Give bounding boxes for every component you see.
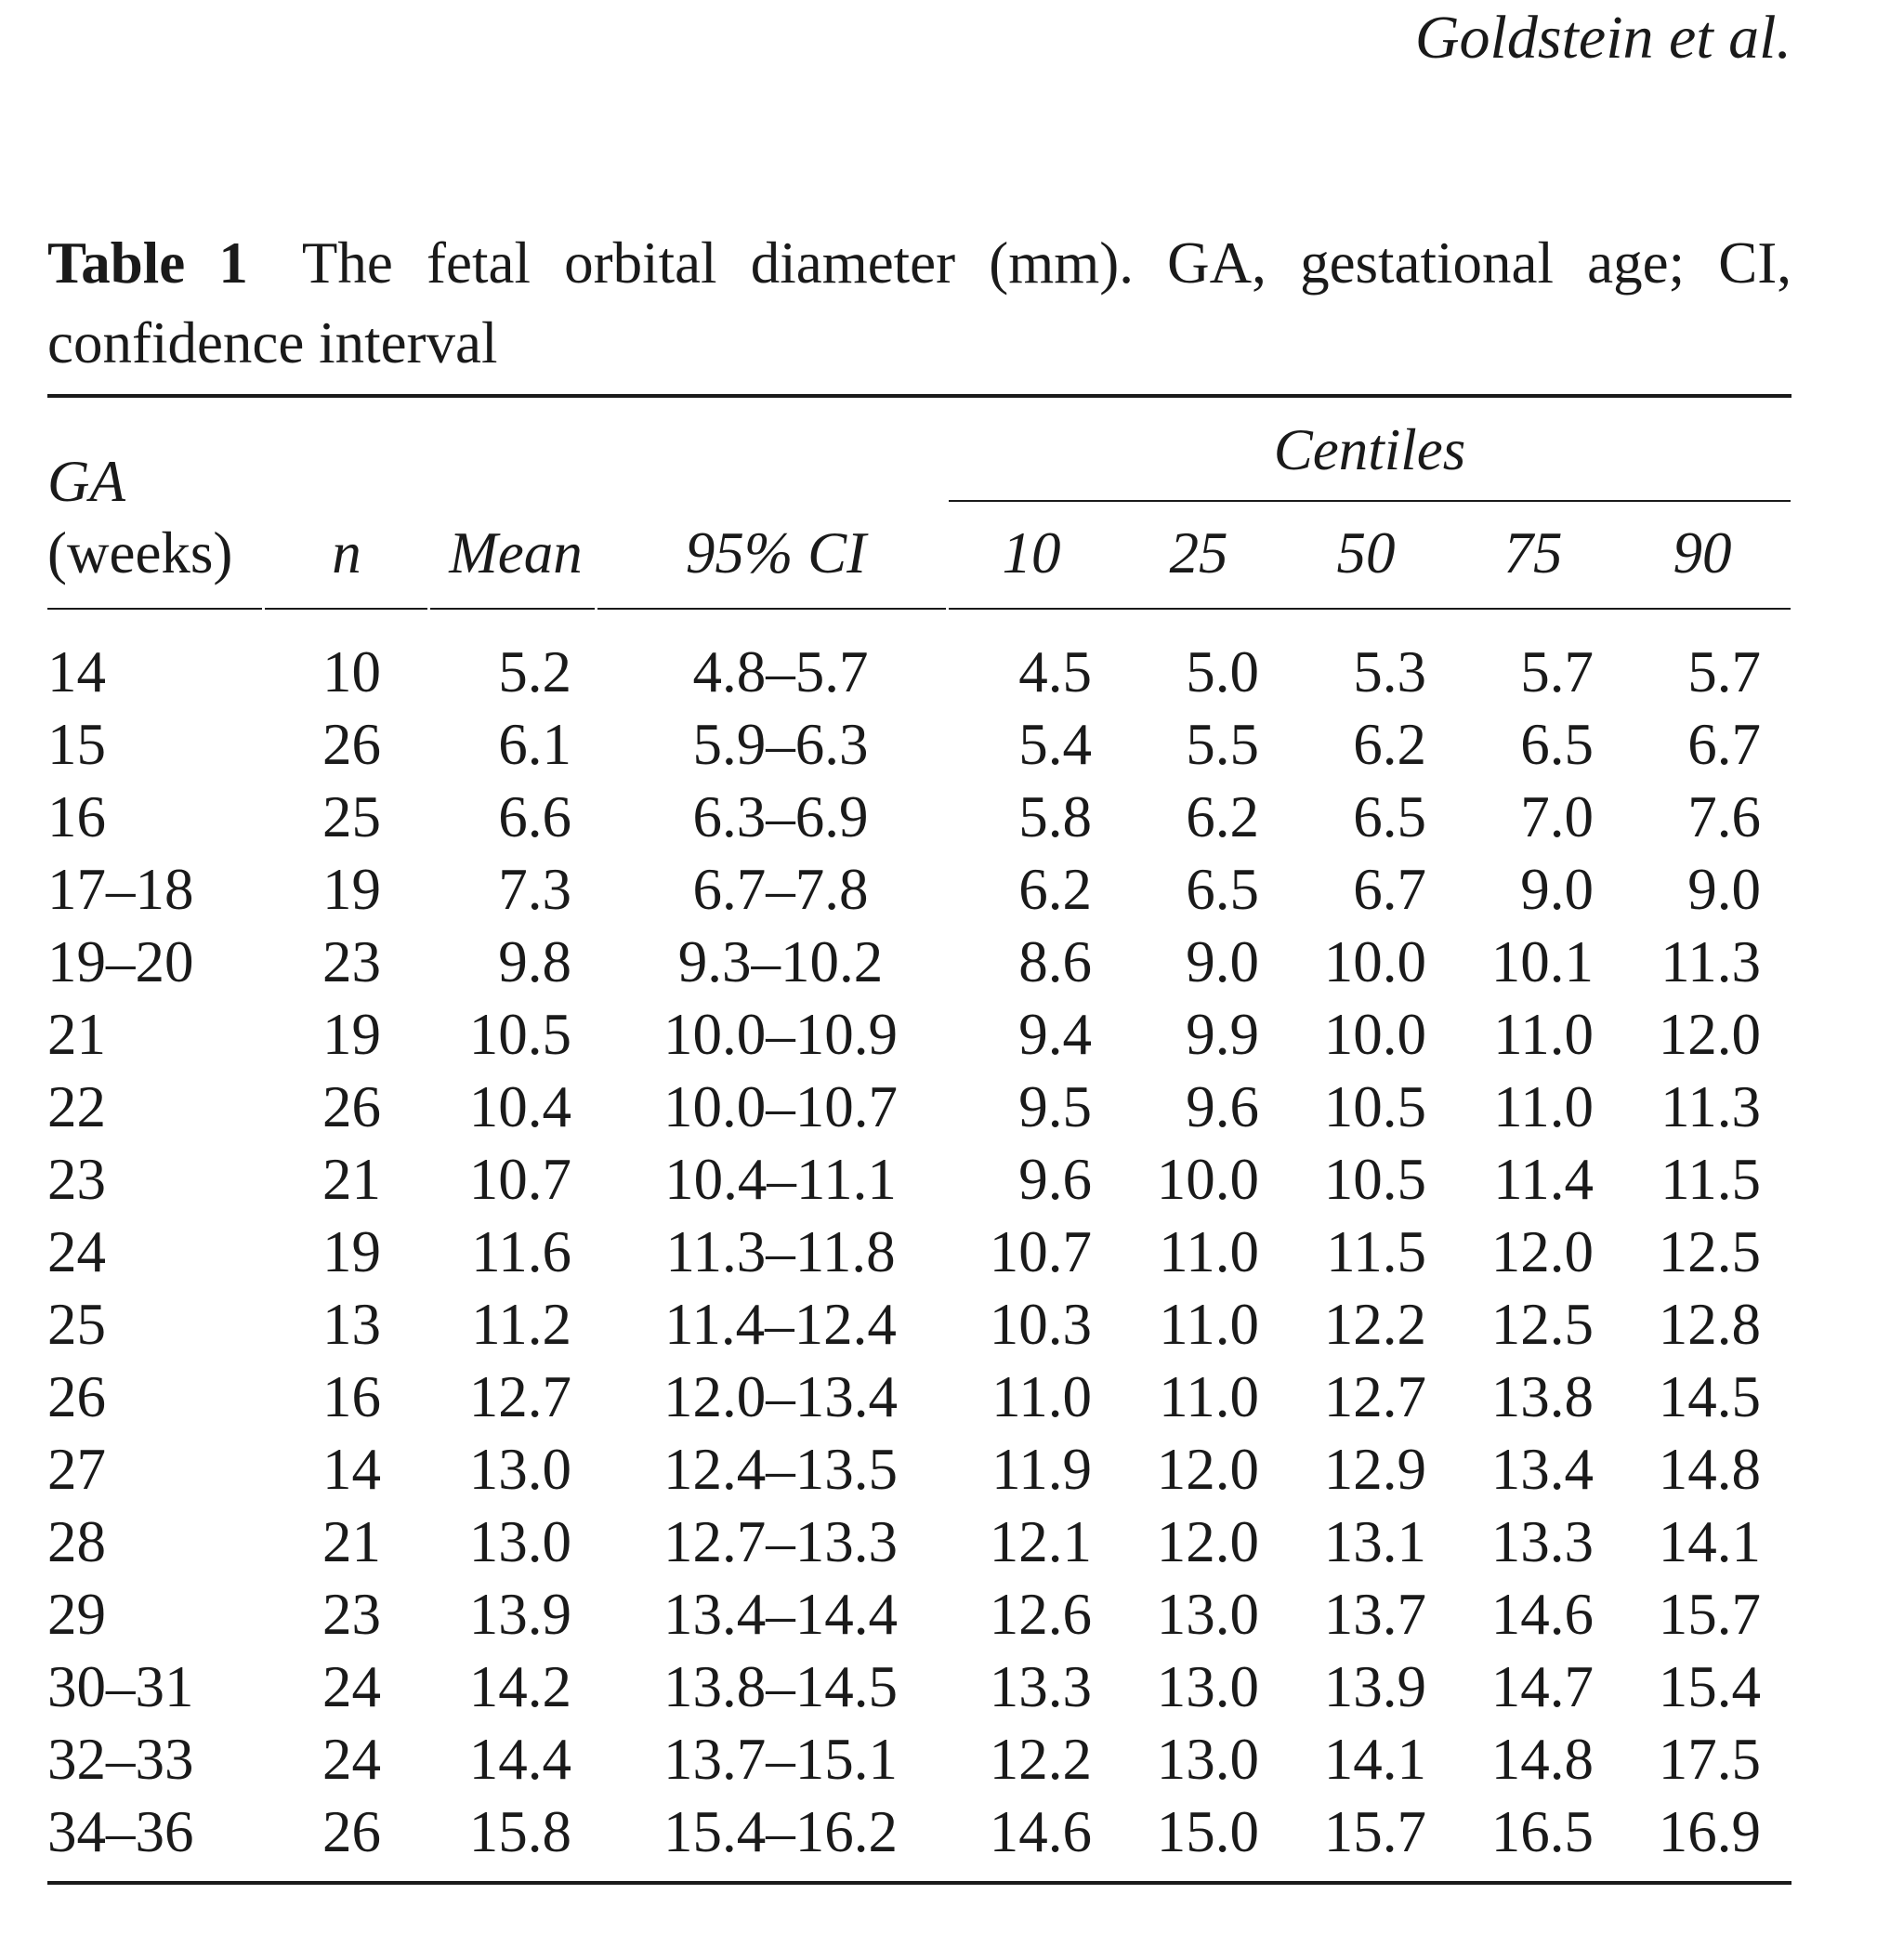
cell-c50: 12.7	[1323, 1364, 1426, 1429]
cell-c90: 17.5	[1658, 1727, 1761, 1792]
cell-ci: 4.8–5.7	[692, 639, 869, 704]
cell-c50: 12.9	[1323, 1437, 1426, 1502]
cell-c25: 10.0	[1156, 1147, 1259, 1212]
cell-ga: 22	[47, 1074, 106, 1139]
cell-n: 21	[322, 1509, 381, 1574]
cell-c75: 14.6	[1490, 1582, 1594, 1647]
cell-c75: 7.0	[1520, 784, 1594, 849]
cell-c75: 13.4	[1490, 1437, 1594, 1502]
cell-c10: 9.6	[1018, 1147, 1092, 1212]
cell-ci: 9.3–10.2	[677, 929, 884, 994]
cell-mean: 15.8	[468, 1799, 571, 1864]
cell-ci: 10.0–10.7	[663, 1074, 898, 1139]
cell-c25: 12.0	[1156, 1509, 1259, 1574]
table-bottom-rule	[47, 1881, 1791, 1885]
cell-c10: 12.1	[989, 1509, 1092, 1574]
cell-n: 26	[322, 712, 381, 777]
cell-c75: 11.4	[1493, 1147, 1594, 1212]
cell-ga: 34–36	[47, 1799, 194, 1864]
cell-c50: 10.5	[1323, 1074, 1426, 1139]
cell-ga: 15	[47, 712, 106, 777]
cell-c90: 12.5	[1658, 1219, 1761, 1284]
cell-ci: 6.7–7.8	[692, 857, 869, 922]
caption-text: The fetal orbital diameter (mm). GA, gestational age; CI, confidence interval	[47, 230, 1791, 375]
cell-c75: 13.3	[1490, 1509, 1594, 1574]
cell-n: 14	[322, 1437, 381, 1502]
header-ga-unit: (weeks)	[47, 520, 233, 585]
cell-c10: 5.4	[1018, 712, 1092, 777]
cell-n: 21	[322, 1147, 381, 1212]
cell-c25: 9.9	[1186, 1002, 1259, 1067]
cell-c10: 12.6	[989, 1582, 1092, 1647]
cell-ci: 12.0–13.4	[663, 1364, 898, 1429]
cell-c10: 8.6	[1018, 929, 1092, 994]
cell-c10: 13.3	[989, 1654, 1092, 1719]
cell-c25: 15.0	[1156, 1799, 1259, 1864]
cell-mean: 6.1	[498, 712, 571, 777]
header-n: n	[332, 520, 361, 585]
running-head: Goldstein et al.	[1414, 4, 1791, 72]
cell-c50: 14.1	[1323, 1727, 1426, 1792]
cell-c25: 12.0	[1156, 1437, 1259, 1502]
cell-ga: 28	[47, 1509, 106, 1574]
cell-c50: 15.7	[1323, 1799, 1426, 1864]
cell-mean: 5.2	[498, 639, 571, 704]
table-caption	[47, 223, 1791, 383]
cell-c90: 5.7	[1687, 639, 1761, 704]
cell-c25: 11.0	[1159, 1292, 1259, 1357]
cell-c50: 13.9	[1323, 1654, 1426, 1719]
cell-mean: 14.4	[468, 1727, 571, 1792]
cell-c10: 12.2	[989, 1727, 1092, 1792]
header-centile-90: 90	[1673, 520, 1732, 585]
header-ci: 95% CI	[685, 520, 867, 585]
cell-c90: 14.1	[1658, 1509, 1761, 1574]
cell-c50: 10.5	[1323, 1147, 1426, 1212]
cell-c25: 9.6	[1186, 1074, 1259, 1139]
cell-mean: 13.0	[468, 1509, 571, 1574]
cell-c75: 12.5	[1490, 1292, 1594, 1357]
cell-ci: 11.4–12.4	[664, 1292, 897, 1357]
cell-mean: 11.2	[471, 1292, 571, 1357]
cell-c25: 13.0	[1156, 1582, 1259, 1647]
cell-ci: 13.4–14.4	[663, 1582, 898, 1647]
cell-c25: 9.0	[1186, 929, 1259, 994]
cell-mean: 13.0	[468, 1437, 571, 1502]
header-rule-mean	[430, 608, 595, 610]
cell-c90: 6.7	[1687, 712, 1761, 777]
cell-n: 24	[322, 1654, 381, 1719]
cell-c90: 12.0	[1658, 1002, 1761, 1067]
cell-ga: 32–33	[47, 1727, 194, 1792]
cell-n: 26	[322, 1074, 381, 1139]
cell-c75: 11.0	[1493, 1074, 1594, 1139]
cell-c25: 6.2	[1186, 784, 1259, 849]
cell-n: 10	[322, 639, 381, 704]
cell-c90: 11.3	[1660, 929, 1761, 994]
cell-c50: 6.2	[1353, 712, 1426, 777]
cell-c90: 9.0	[1687, 857, 1761, 922]
cell-c90: 12.8	[1658, 1292, 1761, 1357]
cell-ci: 10.0–10.9	[663, 1002, 898, 1067]
cell-mean: 10.5	[468, 1002, 571, 1067]
cell-c50: 10.0	[1323, 1002, 1426, 1067]
cell-c50: 6.7	[1353, 857, 1426, 922]
cell-mean: 6.6	[498, 784, 571, 849]
cell-ci: 6.3–6.9	[692, 784, 869, 849]
cell-c75: 10.1	[1490, 929, 1594, 994]
cell-mean: 12.7	[468, 1364, 571, 1429]
header-centile-75: 75	[1503, 520, 1563, 585]
cell-n: 19	[322, 1219, 381, 1284]
cell-c75: 6.5	[1520, 712, 1594, 777]
cell-c25: 5.5	[1186, 712, 1259, 777]
cell-ga: 30–31	[47, 1654, 194, 1719]
cell-ga: 14	[47, 639, 106, 704]
cell-n: 23	[322, 1582, 381, 1647]
cell-c10: 10.3	[989, 1292, 1092, 1357]
cell-ga: 24	[47, 1219, 106, 1284]
cell-c75: 14.7	[1490, 1654, 1594, 1719]
cell-c10: 11.9	[991, 1437, 1092, 1502]
cell-c50: 13.7	[1323, 1582, 1426, 1647]
cell-c50: 6.5	[1353, 784, 1426, 849]
cell-c75: 5.7	[1520, 639, 1594, 704]
cell-c10: 9.5	[1018, 1074, 1092, 1139]
cell-c25: 11.0	[1159, 1219, 1259, 1284]
cell-n: 23	[322, 929, 381, 994]
cell-c50: 5.3	[1353, 639, 1426, 704]
cell-c75: 9.0	[1520, 857, 1594, 922]
cell-c25: 13.0	[1156, 1727, 1259, 1792]
cell-ga: 16	[47, 784, 106, 849]
cell-c25: 6.5	[1186, 857, 1259, 922]
cell-ci: 5.9–6.3	[692, 712, 869, 777]
header-ga: GA	[47, 449, 125, 514]
header-mean: Mean	[449, 520, 583, 585]
cell-c75: 14.8	[1490, 1727, 1594, 1792]
cell-c90: 11.5	[1660, 1147, 1761, 1212]
cell-mean: 7.3	[498, 857, 571, 922]
header-rule-ga	[47, 608, 262, 610]
cell-ga: 26	[47, 1364, 106, 1429]
table-top-rule	[47, 394, 1791, 398]
cell-c10: 5.8	[1018, 784, 1092, 849]
cell-ga: 25	[47, 1292, 106, 1357]
cell-c10: 10.7	[989, 1219, 1092, 1284]
cell-mean: 14.2	[468, 1654, 571, 1719]
cell-c10: 4.5	[1018, 639, 1092, 704]
cell-n: 19	[322, 857, 381, 922]
header-rule-centiles	[949, 608, 1791, 610]
cell-ci: 15.4–16.2	[663, 1799, 898, 1864]
cell-c25: 5.0	[1186, 639, 1259, 704]
cell-c90: 15.4	[1658, 1654, 1761, 1719]
cell-c75: 12.0	[1490, 1219, 1594, 1284]
cell-ci: 12.4–13.5	[663, 1437, 898, 1502]
cell-mean: 10.4	[468, 1074, 571, 1139]
cell-ga: 17–18	[47, 857, 194, 922]
header-centile-50: 50	[1336, 520, 1396, 585]
cell-n: 24	[322, 1727, 381, 1792]
cell-n: 13	[322, 1292, 381, 1357]
cell-ci: 10.4–11.1	[664, 1147, 897, 1212]
cell-ci: 11.3–11.8	[665, 1219, 896, 1284]
cell-c90: 11.3	[1660, 1074, 1761, 1139]
header-rule-n	[265, 608, 427, 610]
cell-mean: 13.9	[468, 1582, 571, 1647]
cell-c10: 14.6	[989, 1799, 1092, 1864]
cell-ci: 12.7–13.3	[663, 1509, 898, 1574]
cell-c90: 15.7	[1658, 1582, 1761, 1647]
cell-ci: 13.7–15.1	[663, 1727, 898, 1792]
cell-c10: 11.0	[991, 1364, 1092, 1429]
cell-ga: 19–20	[47, 929, 194, 994]
cell-n: 19	[322, 1002, 381, 1067]
cell-ga: 27	[47, 1437, 106, 1502]
cell-ga: 23	[47, 1147, 106, 1212]
cell-c50: 12.2	[1323, 1292, 1426, 1357]
cell-n: 16	[322, 1364, 381, 1429]
cell-c10: 6.2	[1018, 857, 1092, 922]
cell-n: 26	[322, 1799, 381, 1864]
cell-c50: 13.1	[1323, 1509, 1426, 1574]
cell-c75: 16.5	[1490, 1799, 1594, 1864]
header-rule-ci	[597, 608, 946, 610]
centiles-rule	[949, 500, 1791, 502]
cell-ga: 29	[47, 1582, 106, 1647]
cell-c90: 16.9	[1658, 1799, 1761, 1864]
cell-c25: 11.0	[1159, 1364, 1259, 1429]
cell-mean: 10.7	[468, 1147, 571, 1212]
cell-c25: 13.0	[1156, 1654, 1259, 1719]
caption-label: Table 1	[47, 230, 248, 296]
cell-ci: 13.8–14.5	[663, 1654, 898, 1719]
cell-c75: 11.0	[1493, 1002, 1594, 1067]
header-centile-10: 10	[1002, 520, 1061, 585]
cell-n: 25	[322, 784, 381, 849]
cell-mean: 9.8	[498, 929, 571, 994]
cell-c50: 11.5	[1326, 1219, 1426, 1284]
cell-c90: 7.6	[1687, 784, 1761, 849]
cell-ga: 21	[47, 1002, 106, 1067]
cell-c75: 13.8	[1490, 1364, 1594, 1429]
cell-c90: 14.8	[1658, 1437, 1761, 1502]
cell-c90: 14.5	[1658, 1364, 1761, 1429]
centiles-group-header: Centiles	[1273, 417, 1466, 482]
cell-mean: 11.6	[471, 1219, 571, 1284]
cell-c10: 9.4	[1018, 1002, 1092, 1067]
header-centile-25: 25	[1169, 520, 1228, 585]
cell-c50: 10.0	[1323, 929, 1426, 994]
